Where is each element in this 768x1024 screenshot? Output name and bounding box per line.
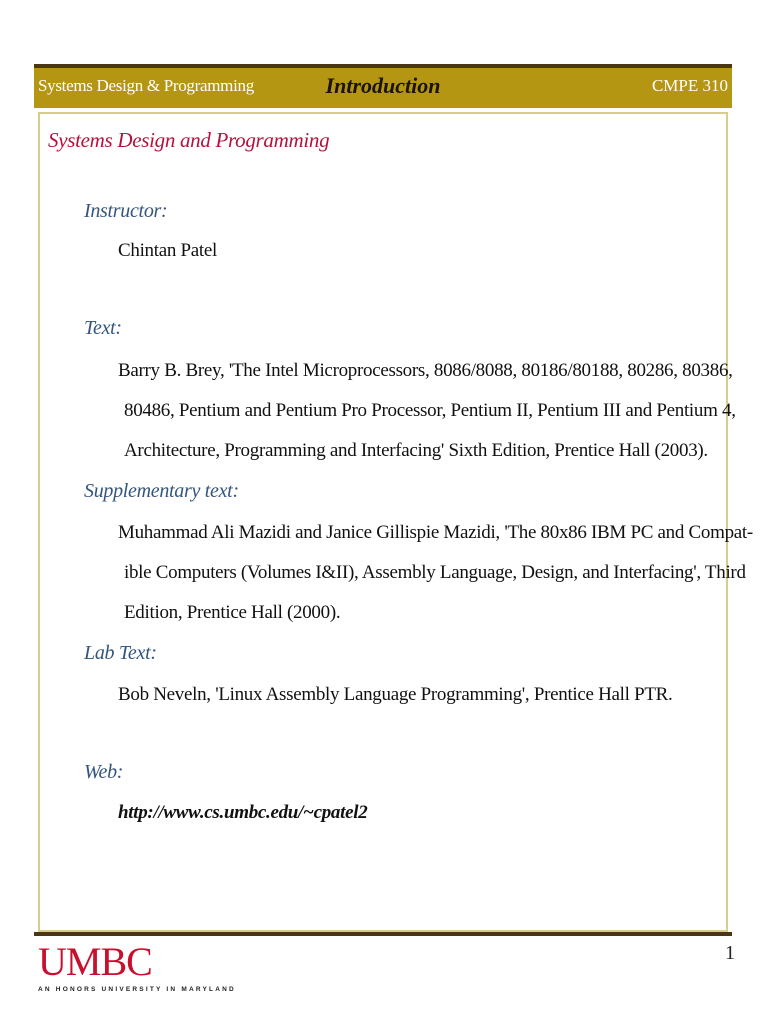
page-number: 1 [725,942,735,964]
header-course-name: Systems Design & Programming [38,76,254,95]
header-section-title: Introduction [325,73,441,98]
web-label: Web: [84,761,124,783]
lab-text-line: Bob Neveln, 'Linux Assembly Language Programming', Prentice Hall PTR. [118,684,673,705]
instructor-name: Chintan Patel [118,240,218,261]
text-line: 80486, Pentium and Pentium Pro Processor, Pentium II, Pentium III and Pentium 4, [124,400,736,421]
text-line: Barry B. Brey, 'The Intel Microprocessors, 8086/8088, 80186/80188, 80286, 80386, [118,360,733,381]
supplementary-line: Muhammad Ali Mazidi and Janice Gillispie Mazidi, 'The 80x86 IBM PC and Compat- [118,522,753,543]
slide [34,64,753,936]
logo-tagline: AN HONORS UNIVERSITY IN MARYLAND [38,986,236,993]
instructor-label: Instructor: [84,200,168,222]
supplementary-line: Edition, Prentice Hall (2000). [124,602,341,623]
lab-text-label: Lab Text: [84,642,157,664]
slide-header [34,68,732,108]
header-course-code: CMPE 310 [651,76,728,95]
text-label: Text: [84,317,122,339]
web-url-link[interactable]: http://www.cs.umbc.edu/~cpatel2 [118,802,368,823]
umbc-logo [38,939,236,993]
slide-title: Systems Design and Programming [48,128,330,152]
supplementary-label: Supplementary text: [84,480,239,502]
text-line: Architecture, Programming and Interfacing' Sixth Edition, Prentice Hall (2003). [124,440,708,461]
logo-wordmark: UMBC [38,939,152,984]
supplementary-line: ible Computers (Volumes I&II), Assembly Language, Design, and Interfacing', Third [124,562,746,583]
slide-content [38,112,753,932]
